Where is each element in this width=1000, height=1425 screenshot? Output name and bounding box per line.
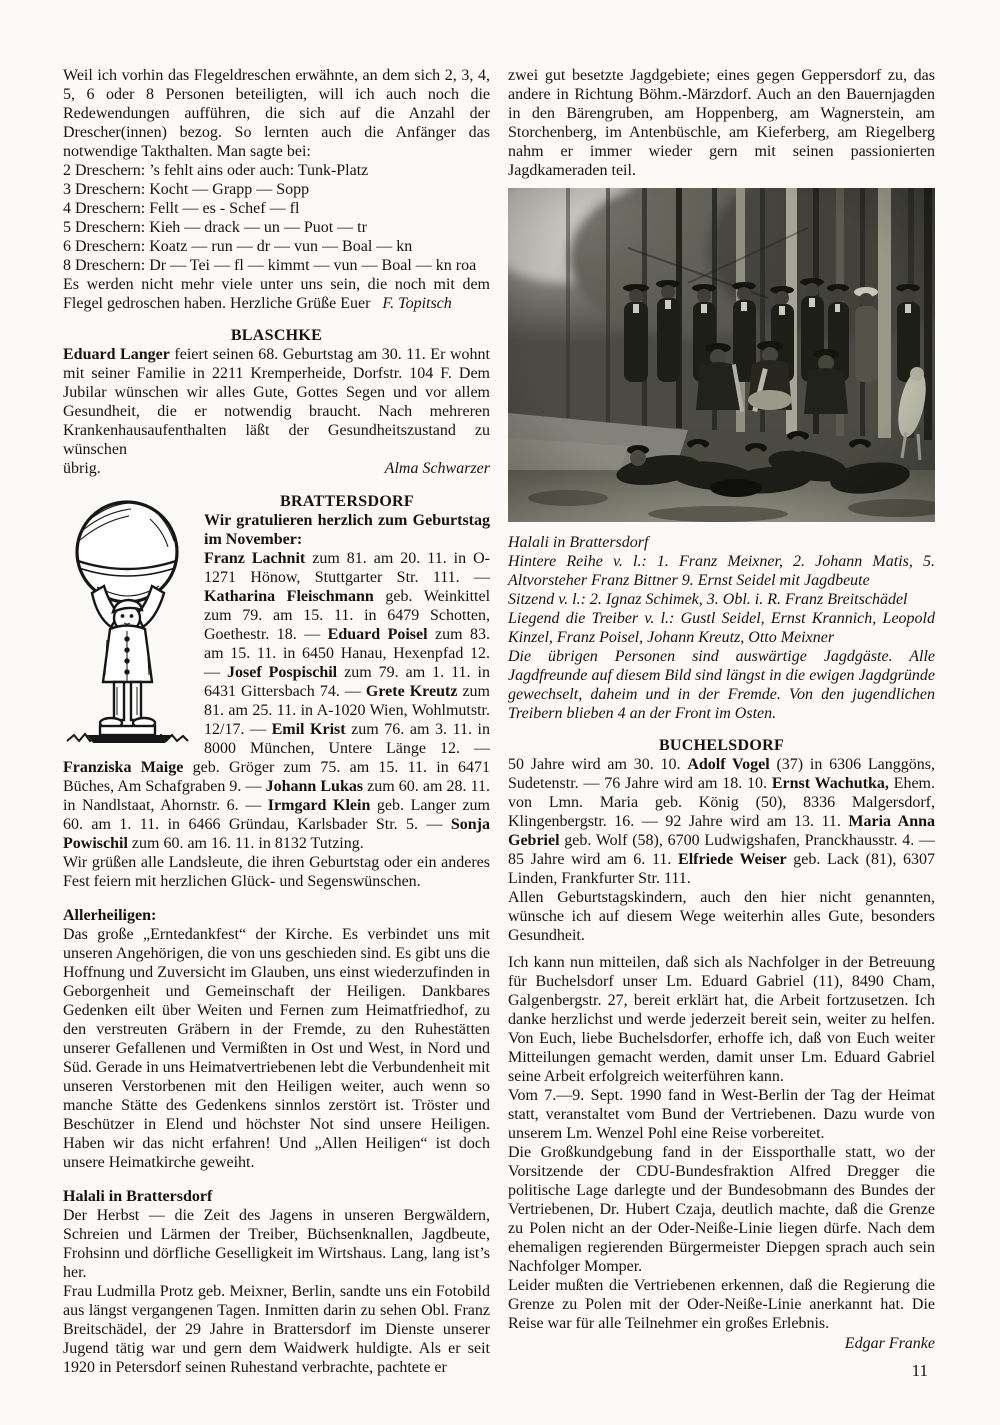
- caption-back-row: Hintere Reihe v. l.: 1. Franz Meixner, 2. Johann Matis, 5. Altvorsteher Franz Bittner 9. Ernst Seidel mit Jagdbeute: [508, 553, 935, 589]
- section-title-buchelsdorf: BUCHELSDORF: [658, 737, 785, 754]
- halali-continuation-paragraph: zwei gut besetzte Jagdgebiete; eines gegen Geppersdorf zu, das andere in Richtung Böhm.-Märzdorf. Auch an den Bauernjagden in den Bärengruben, am Hoppenberg, am Wagnerstein, am Storchenberg, im Antenbüschle, am Kieferberg, am Riegelberg nahm er immer wieder gern mit seinen passionierten Jagdkameraden teil.: [508, 67, 935, 179]
- saying-line: 2 Dreschern: ’s fehlt ains oder auch: Tunk-Platz: [63, 162, 369, 179]
- halali-paragraph-1: Der Herbst — die Zeit des Jagens in unseren Bergwäldern, Schreien und Lärmen der Treiber, Büchsenknallen, Jagdbeute, Frohsinn und dörfliche Geselligkeit im Wirtshaus. Lang, lang ist’s her.: [63, 1207, 490, 1281]
- page-number: 11: [911, 1361, 928, 1380]
- photo-caption: [508, 533, 935, 723]
- buchelsdorf-section: [508, 736, 935, 1353]
- flail-intro-paragraph: Weil ich vorhin das Flegeldreschen erwähnte, an dem sich 2, 3, 4, 5, 6 oder 8 Personen beteiligten, will ich auch noch die Redewendungen aufführen, die sich auf die Anzahl der Drescher(innen) bezog. So lernten auch die Anfänger das notwendige Takthalten. Man sagte bei:: [63, 67, 490, 160]
- caption-title: Halali in Brattersdorf: [508, 534, 649, 551]
- buchelsdorf-kundgebung: Die Großkundgebung fand in der Eissporthalle statt, wo der Vorsitzende der CDU-Bundesfraktion Alfred Dregger die politische Lage darlegte und der Bundesobmann des Bundes der Vertriebenen, Dr. Hubert Czaja, deutlich machte, daß die Grenze zu Polen nicht an der Oder-Neiße-Linie liegen dürfe. Nach dem ehemaligen regierenden Bürgermeister Diepgen sprach auch sein Nachfolger Momper.: [508, 1144, 935, 1275]
- allerheiligen-body: Das große „Erntedankfest“ der Kirche. Es verbindet uns mit unseren Angehörigen, die von uns geschieden sind. Es gibt uns die Hoffnung und Zuversicht im Glauben, uns einst wiederzufinden in Geborgenheit und Gemeinschaft der Heiligen. Dankbares Gedenken eilt über Weiten und Fernen zum Heimatfriedhof, zu den verstreuten Gräbern in der Fremde, zu den Ruhestätten unserer Gefallenen und Vermißten in Ost und West, in Nord und Süd. Gerade in uns Heimatvertriebenen lebt die Verbundenheit mit unseren Verstorbenen mit den Heiligen weiter, auch wenn so manche Stätte des Gedenkens sinnlos zerstört ist. Tröster und Beschützer in Elend und höchster Not sind unsere Heiligen. Haben wir das nicht erfahren! Und „Allen Heiligen“ ist doch unsere Heimatkirche geweiht.: [63, 926, 490, 1171]
- allerheiligen-section: [63, 906, 490, 1172]
- saying-line: 4 Dreschern: Fellt — es - Schef — fl: [63, 200, 300, 217]
- brattersdorf-birthday-list: Franz Lachnit zum 81. am 20. 11. in O-1271 Hönow, Stuttgarter Str. 111. — Katharina Fleischmann geb. Weinkittel zum 79. am 15. 11. in 6479 Schotten, Goethestr. 18. — Eduard Poisel zum 83. am 15. 11. in 6450 Hanau, Hexenpfad 12. — Josef Pospischil zum 79. am 1. 11. in 6431 Gittersbach 74. — Grete Kreutz zum 81. am 25. 11. in A-1020 Wien, Wohlmutstr. 12/17. — Emil Krist zum 76. am 3. 11. in 8000 München, Untere Länge 12. — Franziska Maige geb. Gröger zum 75. am 15. 11. in 6471 Büches, Am Schafgraben 9. — Johann Lukas zum 60. am 28. 11. in Nandlstaat, Ahornstr. 6. — Irmgard Klein geb. Langer zum 60. am 1. 11. in 6466 Gründau, Karlsbader Str. 5. — Sonja Powischil zum 60. am 16. 11. in 8132 Tutzing.: [63, 550, 491, 852]
- blaschke-signature-line: [63, 459, 490, 478]
- buchelsdorf-successor: Ich kann nun mitteilen, daß sich als Nachfolger in der Betreuung für Buchelsdorf unser Lm. Eduard Gabriel (11), 8490 Cham, Galgenbergstr. 27, bereit erklärt hat, die Arbeit fortzusetzen. Ich danke herzlichst und werde jederzeit bereit sein, weiter zu helfen. Von Euch, liebe Buchelsdorfer, erhoffe ich, daß von Euch weiter Mitteilungen gemacht werden, damit unser Lm. Eduard Gabriel seine Arbeit erfolgreich weiterführen kann.: [508, 954, 935, 1085]
- caption-sitting: Sitzend v. l.: 2. Ignaz Schimek, 3. Obl. i. R. Franz Breitschädel: [508, 591, 908, 608]
- atlas-gnome-globe-illustration: [63, 495, 195, 747]
- flail-threshing-section: [63, 66, 490, 313]
- caption-rest: Die übrigen Personen sind auswärtige Jagdgäste. Alle Jagdfreunde auf diesem Bild sind längst in die ewigen Jagdgründe gewechselt, daheim und in der Fremde. Von den jugendlichen Treibern blieben 4 an der Front im Osten.: [508, 648, 935, 722]
- section-title-blaschke: BLASCHKE: [230, 327, 323, 344]
- right-column: [508, 66, 935, 1353]
- halali-title: Halali in Brattersdorf: [63, 1188, 213, 1205]
- halali-text-section: [63, 1187, 490, 1377]
- allerheiligen-title: Allerheiligen:: [63, 907, 157, 924]
- saying-line: 3 Dreschern: Kocht — Grapp — Sopp: [63, 181, 310, 198]
- section-title-brattersdorf: BRATTERSDORF: [280, 493, 414, 510]
- buchelsdorf-wishes: Allen Geburtstagskindern, auch den hier nicht genannten, wünsche ich auf diesem Wege weiterhin alles Gute, besonders Gesundheit.: [508, 889, 935, 944]
- saying-line: 8 Dreschern: Dr — Tei — fl — kimmt — vun — Boal — kn roa: [63, 257, 477, 274]
- blaschke-last-word: übrig.: [63, 460, 101, 477]
- buchelsdorf-birthday-list: 50 Jahre wird am 30. 10. Adolf Vogel (37) in 6306 Langgöns, Sudetenstr. — 76 Jahre wird am 18. 10. Ernst Wachutka, Ehem. von Lmn. Maria geb. König (50), 8336 Malgersdorf, Klingenbergstr. 16. — 92 Jahre wird am 13. 11. Maria Anna Gebriel geb. Wolf (58), 6700 Ludwigshafen, Pranckhausstr. 4. — 85 Jahre wird am 6. 11. Elfriede Weiser geb. Lack (81), 6307 Linden, Frankfurter Str. 111.: [508, 756, 936, 887]
- buchelsdorf-leider: Leider mußten die Vertriebenen erkennen, daß die Regierung die Grenze zu Polen mit der Oder-Neiße-Linie anerkannt hat. Die Reise war für alle Teilnehmer ein großes Erlebnis.: [508, 1277, 935, 1332]
- saying-line: 6 Dreschern: Koatz — run — dr — vun — Boal — kn: [63, 238, 413, 255]
- halali-paragraph-2: Frau Ludmilla Protz geb. Meixner, Berlin, sandte uns ein Fotobild aus längst vergangenen Tagen. Inmitten darin zu sehen Obl. Franz Breitschädel, der 29 Jahre in Brattersdorf im Dienste unserer Jugend tätig war und gern dem Waidwerk huldigte. Als er seit 1920 in Petersdorf seinen Ruhestand verbrachte, pachtete er: [63, 1283, 490, 1376]
- buchelsdorf-signature: Edgar Franke: [844, 1335, 935, 1352]
- hunting-party-photo: [508, 188, 935, 522]
- brattersdorf-greeting: Wir grüßen alle Landsleute, die ihren Geburtstag oder ein anderes Fest feiern mit herzlichen Glück- und Segenswünschen.: [63, 854, 490, 890]
- blaschke-signature: Alma Schwarzer: [384, 460, 490, 477]
- blaschke-section: [63, 326, 490, 478]
- caption-lying: Liegend die Treiber v. l.: Gustl Seidel, Ernst Krannich, Leopold Kinzel, Franz Poisel, Johann Kreutz, Otto Meixner: [508, 610, 935, 646]
- brattersdorf-subtitle: Wir gratulieren herzlich zum Geburtstag im November:: [204, 512, 490, 548]
- blaschke-body: Eduard Langer feiert seinen 68. Geburtstag am 30. 11. Er wohnt mit seiner Familie in 2211 Kremperheide, Dorfstr. 104 F. Dem Jubilar wünschen wir alles Gute, Gottes Segen und vor allem Gesundheit, die er notwendig braucht. Nach mehreren Krankenhausaufenthalten läßt der Gesundheitszustand zu wünschen: [63, 346, 490, 458]
- brattersdorf-section: [63, 492, 490, 891]
- buchelsdorf-heimattag: Vom 7.—9. Sept. 1990 fand in West-Berlin der Tag der Heimat statt, veranstaltet vom Bund der Vertriebenen. Dazu wurde von unserem Lm. Wenzel Pohl eine Reise vorbereitet.: [508, 1087, 935, 1142]
- saying-line: 5 Dreschern: Kieh — drack — un — Puot — tr: [63, 219, 367, 236]
- left-column: [63, 66, 490, 1377]
- flail-closing-paragraph: Es werden nicht mehr viele unter uns sein, die noch mit dem Flegel gedroschen haben. Herzliche Grüße Euer F. Topitsch: [63, 276, 490, 312]
